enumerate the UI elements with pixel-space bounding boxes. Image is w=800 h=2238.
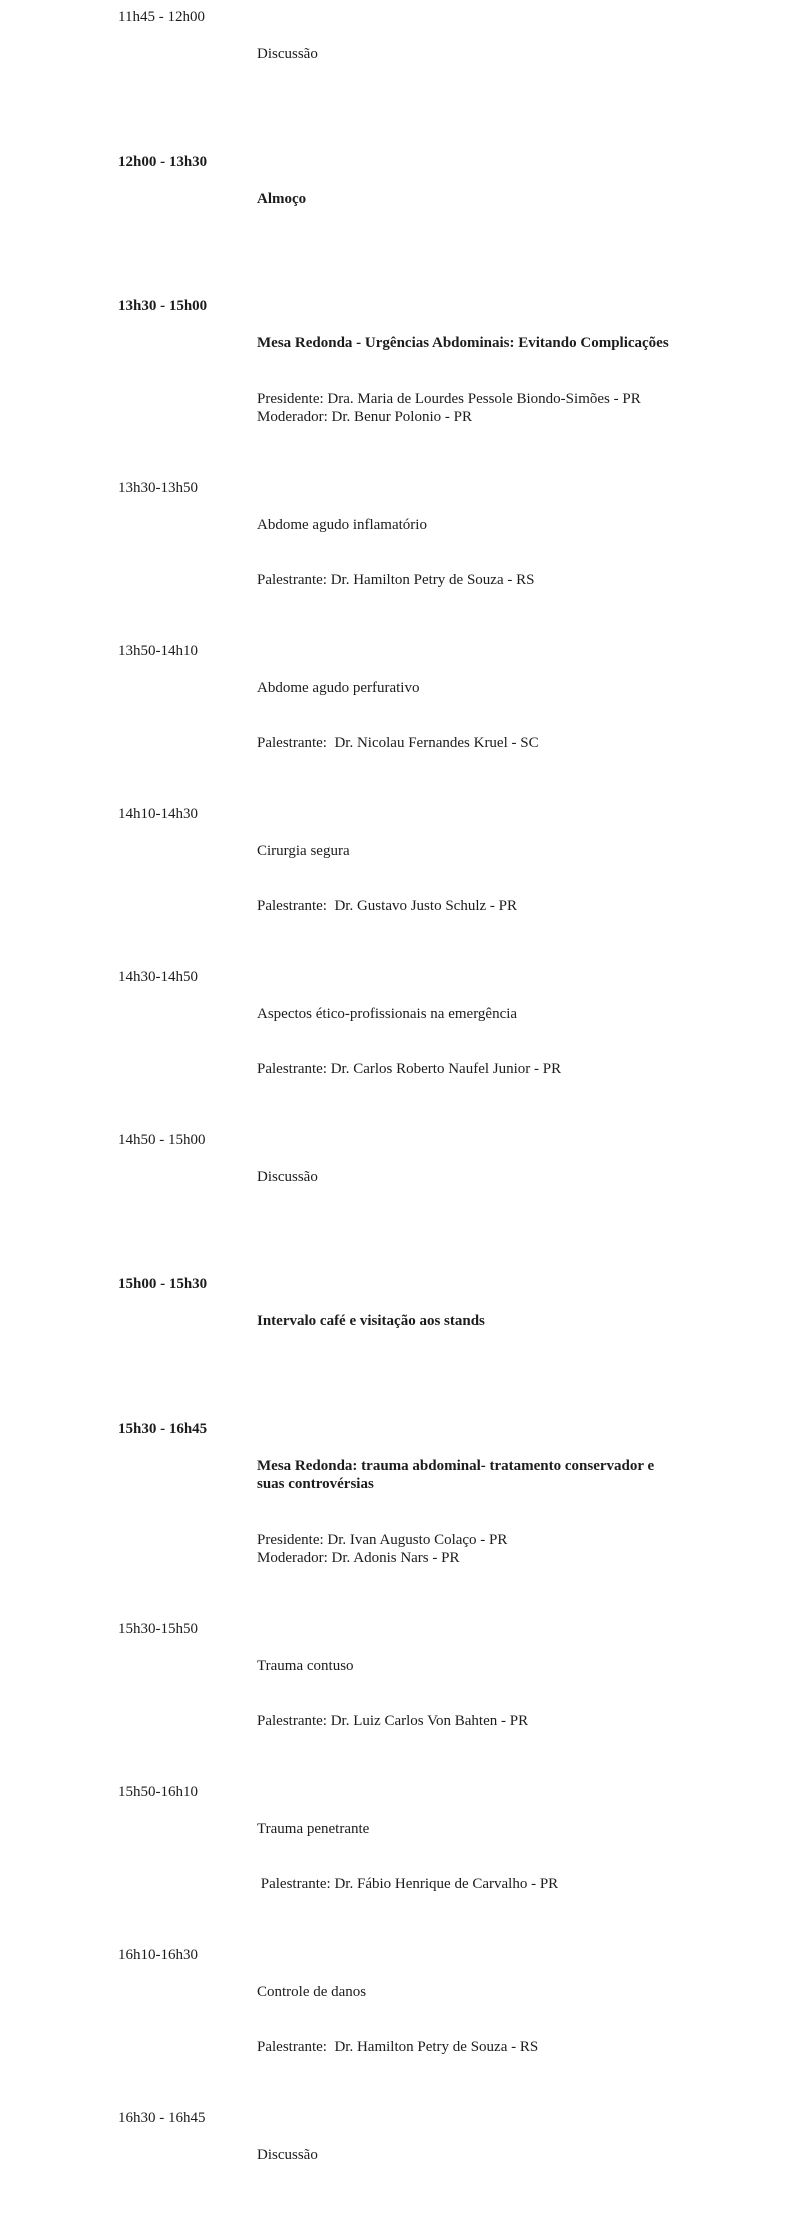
schedule-row <box>118 153 800 283</box>
session-title: Discussão <box>257 45 318 64</box>
schedule-row <box>118 2109 800 2238</box>
session-details <box>257 734 539 753</box>
schedule-row <box>118 1620 800 1768</box>
session-detail-line: Palestrante: Dr. Luiz Carlos Von Bahten - PR <box>257 1712 528 1731</box>
session-content <box>257 297 669 464</box>
session-time: 16h10-16h30 <box>118 1946 257 1965</box>
session-detail-line: Palestrante: Dr. Hamilton Petry de Souza - RS <box>257 2038 538 2057</box>
session-content <box>257 968 561 1116</box>
session-content <box>257 1946 538 2094</box>
session-time: 13h30-13h50 <box>118 479 257 498</box>
schedule-list <box>118 8 800 2238</box>
session-time: 16h30 - 16h45 <box>118 2109 257 2128</box>
session-time: 12h00 - 13h30 <box>118 153 257 172</box>
schedule-row <box>118 968 800 1116</box>
schedule-row <box>118 8 800 138</box>
session-content <box>257 1620 528 1768</box>
session-detail-line: Palestrante: Dr. Nicolau Fernandes Kruel - SC <box>257 734 539 753</box>
schedule-row <box>118 297 800 464</box>
session-time: 11h45 - 12h00 <box>118 8 257 27</box>
session-time: 14h10-14h30 <box>118 805 257 824</box>
schedule-row <box>118 1946 800 2094</box>
session-title: Trauma penetrante <box>257 1820 558 1839</box>
session-content <box>257 1783 558 1931</box>
program-page <box>0 0 800 700</box>
session-content <box>257 805 517 953</box>
session-time: 13h30 - 15h00 <box>118 297 257 316</box>
session-details <box>257 1875 558 1894</box>
session-time: 15h00 - 15h30 <box>118 1275 257 1294</box>
schedule-row <box>118 1131 800 1261</box>
session-title: Intervalo café e visitação aos stands <box>257 1312 485 1331</box>
session-time: 13h50-14h10 <box>118 642 257 661</box>
session-detail-line: Palestrante: Dr. Gustavo Justo Schulz - PR <box>257 897 517 916</box>
session-detail-line: Moderador: Dr. Adonis Nars - PR <box>257 1549 673 1568</box>
session-title: Abdome agudo perfurativo <box>257 679 539 698</box>
schedule-row <box>118 1275 800 1405</box>
schedule-row <box>118 642 800 790</box>
session-content <box>257 2109 318 2238</box>
session-details <box>257 571 534 590</box>
session-detail-line: Moderador: Dr. Benur Polonio - PR <box>257 408 669 427</box>
session-detail-line: Palestrante: Dr. Fábio Henrique de Carvalho - PR <box>257 1875 558 1894</box>
session-time: 14h30-14h50 <box>118 968 257 987</box>
session-details <box>257 390 669 427</box>
session-title: Discussão <box>257 2146 318 2165</box>
session-content <box>257 479 534 627</box>
session-details <box>257 2038 538 2057</box>
session-detail-line: Palestrante: Dr. Carlos Roberto Naufel Junior - PR <box>257 1060 561 1079</box>
session-detail-line: Palestrante: Dr. Hamilton Petry de Souza - RS <box>257 571 534 590</box>
session-title: Trauma contuso <box>257 1657 528 1676</box>
schedule-row <box>118 1420 800 1605</box>
session-title: Cirurgia segura <box>257 842 517 861</box>
session-detail-line: Presidente: Dr. Ivan Augusto Colaço - PR <box>257 1531 673 1550</box>
session-content <box>257 1275 485 1405</box>
session-details <box>257 897 517 916</box>
session-content <box>257 153 306 283</box>
session-title: Controle de danos <box>257 1983 538 2002</box>
session-time: 15h30-15h50 <box>118 1620 257 1639</box>
session-details <box>257 1531 673 1568</box>
session-time: 15h50-16h10 <box>118 1783 257 1802</box>
session-content <box>257 642 539 790</box>
session-detail-line: Presidente: Dra. Maria de Lourdes Pessole Biondo-Simões - PR <box>257 390 669 409</box>
session-title: Aspectos ético-profissionais na emergência <box>257 1005 561 1024</box>
schedule-row <box>118 479 800 627</box>
session-title: Discussão <box>257 1168 318 1187</box>
schedule-row <box>118 805 800 953</box>
session-details <box>257 1712 528 1731</box>
session-time: 15h30 - 16h45 <box>118 1420 257 1439</box>
session-title: Mesa Redonda - Urgências Abdominais: Evitando Complicações <box>257 334 669 353</box>
session-details <box>257 1060 561 1079</box>
session-title: Almoço <box>257 190 306 209</box>
schedule-row <box>118 1783 800 1931</box>
session-content <box>257 1420 673 1605</box>
session-time: 14h50 - 15h00 <box>118 1131 257 1150</box>
session-title: Mesa Redonda: trauma abdominal- tratamento conservador e suas controvérsias <box>257 1457 673 1494</box>
session-content <box>257 8 318 138</box>
session-content <box>257 1131 318 1261</box>
session-title: Abdome agudo inflamatório <box>257 516 534 535</box>
